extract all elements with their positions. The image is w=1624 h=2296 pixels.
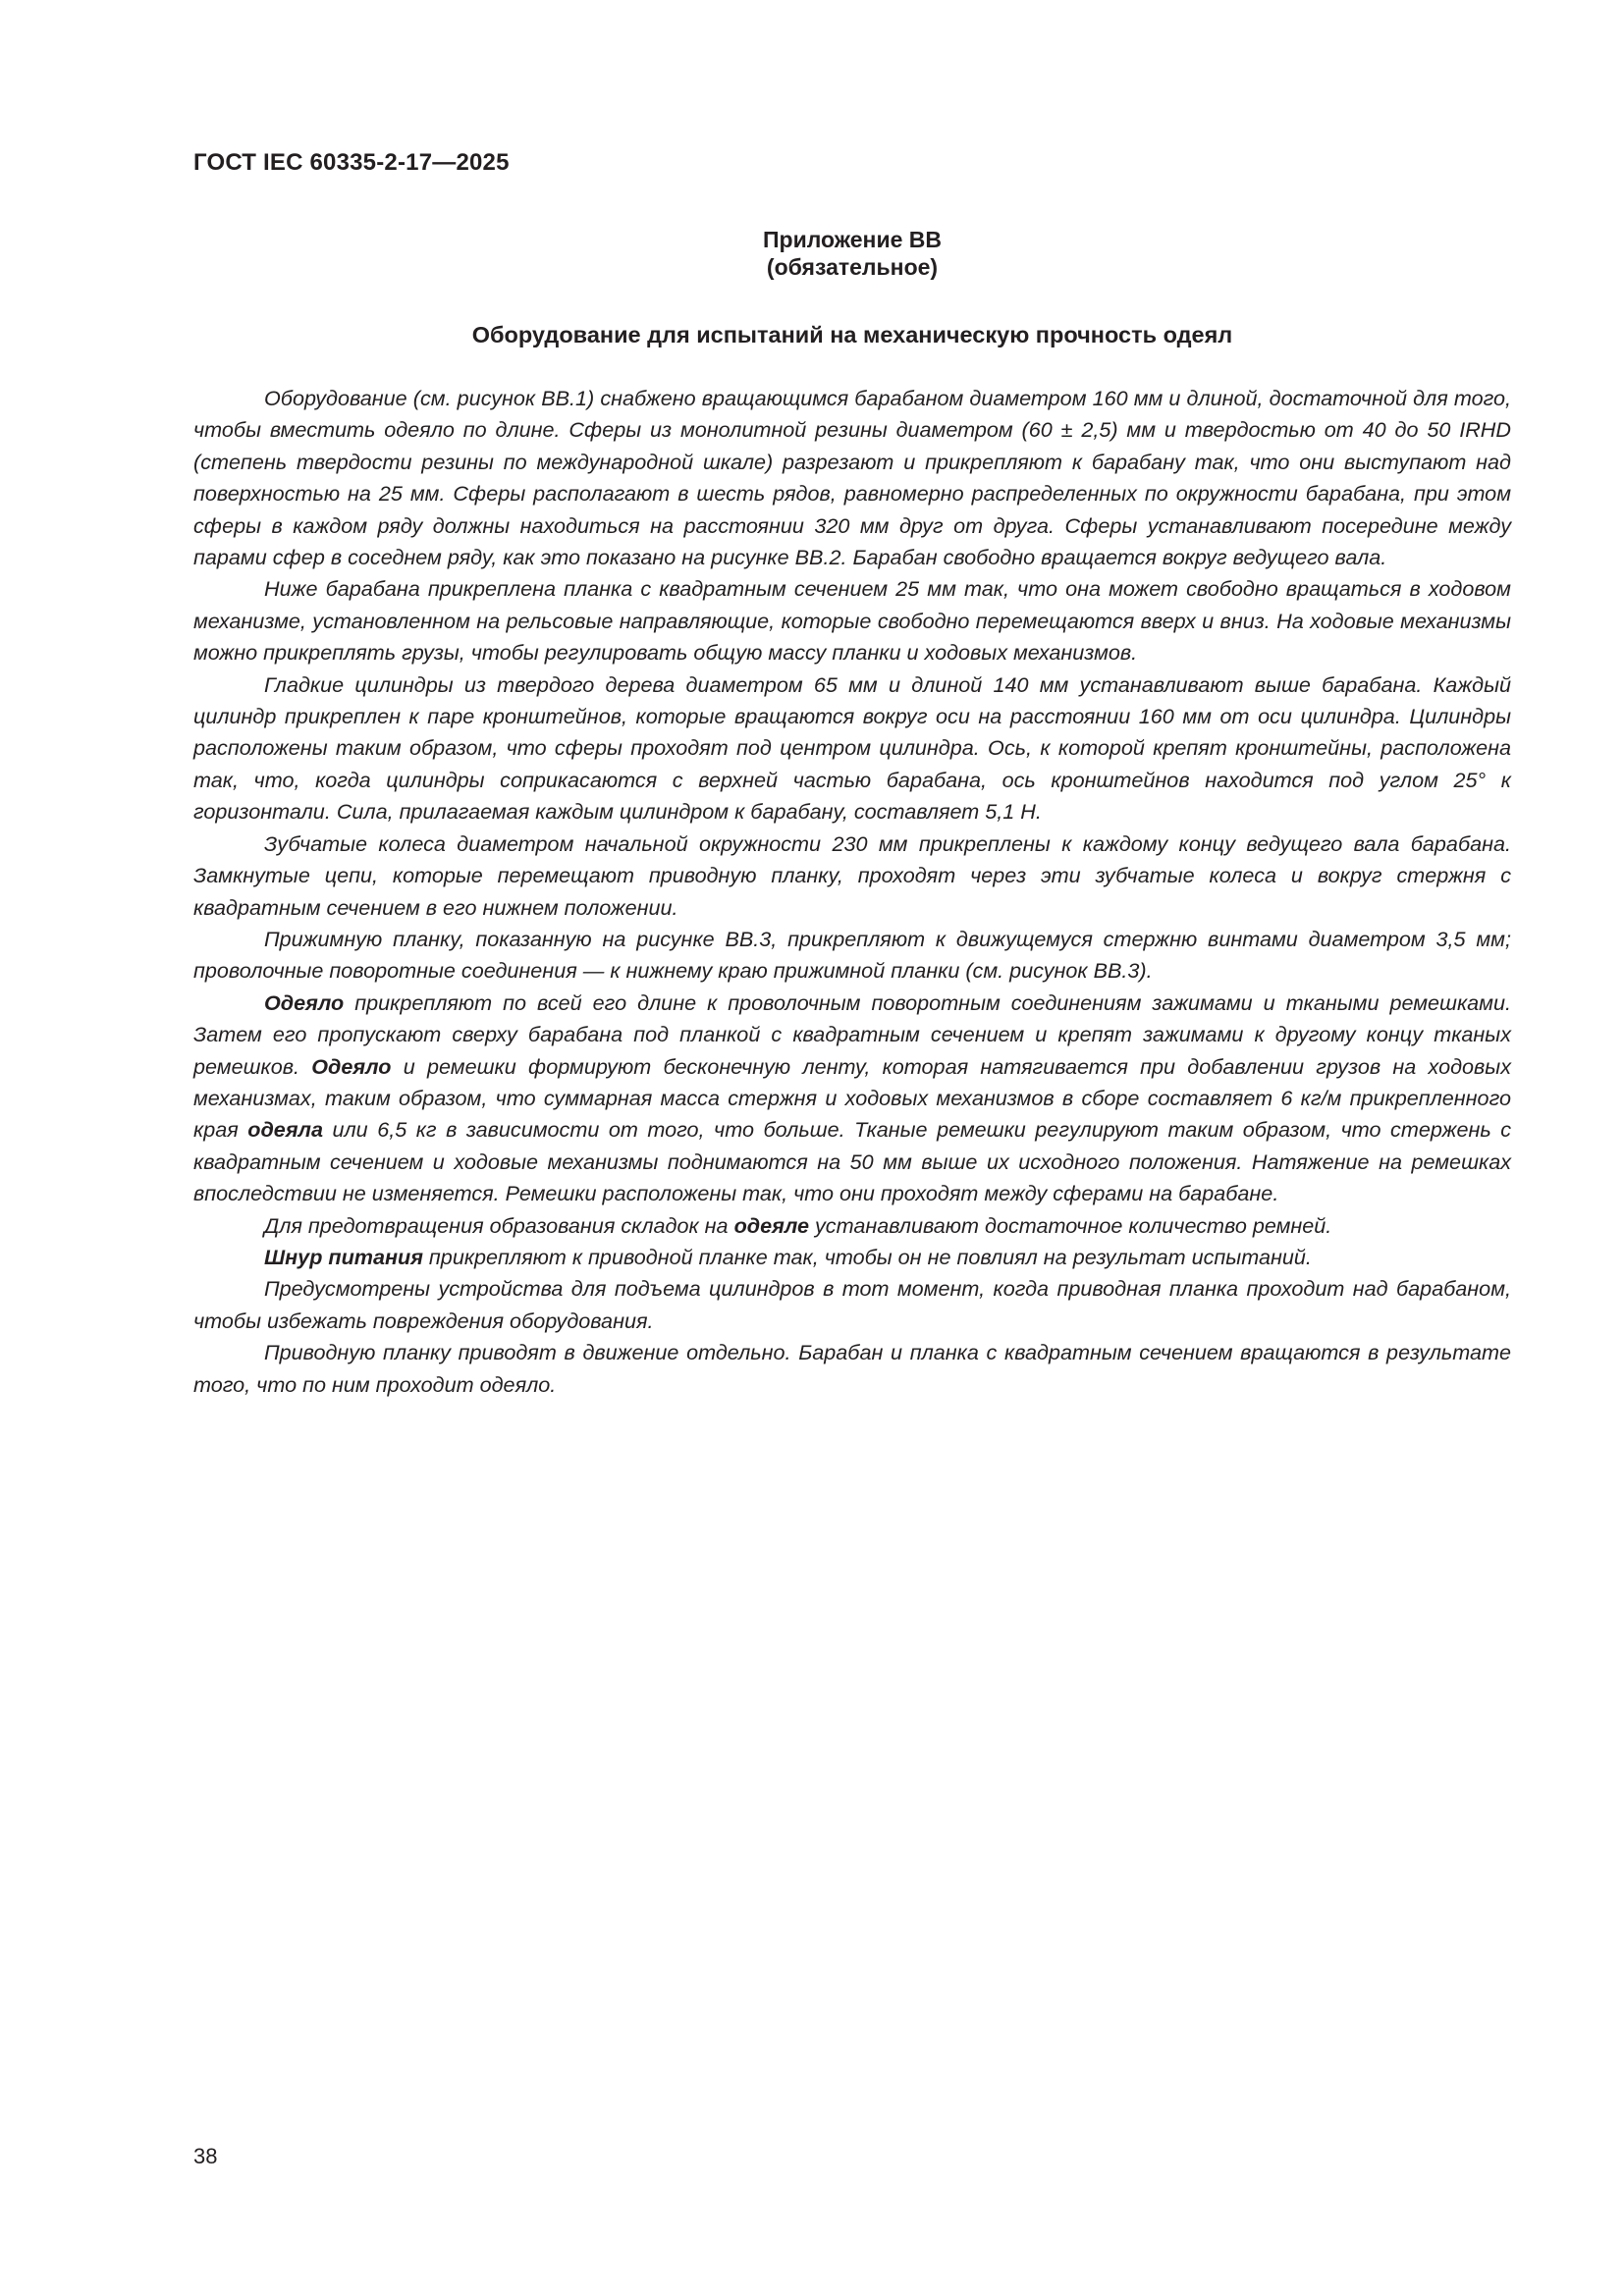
paragraph-text: прикрепляют к приводной планке так, чтобы он не повлиял на результат испытаний. bbox=[422, 1244, 1312, 1269]
paragraph: Ниже барабана прикреплена планка с квадратным сечением 25 мм так, что она может свободно вращаться в ходовом механизме, установленном на рельсовые направляющие, которые свободно перемещаются вверх и вниз. На ходовые механизмы можно прикреплять грузы, чтобы регулировать общую массу планки и ходовых механизмов. bbox=[193, 576, 1511, 666]
annex-status: (обязательное) bbox=[766, 254, 939, 280]
annex-body bbox=[193, 383, 1511, 1401]
term-blanket: Одеяло bbox=[311, 1053, 392, 1079]
standard-header: ГОСТ IEC 60335-2-17—2025 bbox=[193, 149, 510, 176]
paragraph-text: устанавливают достаточное количество ремней. bbox=[809, 1212, 1332, 1238]
paragraph: Зубчатые колеса диаметром начальной окружности 230 мм прикреплены к каждому концу ведущего вала барабана. Замкнутые цепи, которые перемещают приводную планку, проходят через эти зубчатые колеса и вокруг стержня с квадратным сечением в его нижнем положении. bbox=[193, 830, 1511, 920]
paragraph: Предусмотрены устройства для подъема цилиндров в тот момент, когда приводная планка проходит над барабаном, чтобы избежать повреждения оборудования. bbox=[193, 1276, 1511, 1333]
paragraph-text: прикрепляют по всей его длине к проволочным поворотным соединениям зажимами и ткаными ремешками. Затем его пропускают сверху барабана под планкой с квадратным сечением и крепят зажимами к другому концу тканых ремешков. bbox=[193, 989, 1511, 1079]
paragraph: Приводную планку приводят в движение отдельно. Барабан и планка с квадратным сечением вращаются в результате того, что по ним проходит одеяло. bbox=[193, 1340, 1511, 1397]
paragraph-text: или 6,5 кг в зависимости от того, что больше. Тканые ремешки регулируют таким образом, что стержень с квадратным сечением и ходовые механизмы поднимаются на 50 мм выше их исходного положения. Натяжение на ремешках впоследствии не изменяется. Ремешки расположены так, что они проходят между сферами на барабане. bbox=[193, 1117, 1512, 1206]
paragraph bbox=[193, 1242, 1511, 1273]
page-number: 38 bbox=[193, 2144, 218, 2168]
paragraph: Прижимную планку, показанную на рисунке ВВ.3, прикрепляют к движущемуся стержню винтами диаметром 3,5 мм; проволочные поворотные соединения — к нижнему краю прижимной планки (см. рисунок ВВ.3). bbox=[193, 926, 1511, 984]
annex-label: Приложение ВВ bbox=[762, 227, 942, 252]
annex-heading bbox=[193, 226, 1511, 281]
paragraph bbox=[193, 988, 1511, 1210]
paragraph: Гладкие цилиндры из твердого дерева диаметром 65 мм и длиной 140 мм устанавливают выше барабана. Каждый цилиндр прикреплен к паре кронштейнов, которые вращаются вокруг оси на расстоянии 160 мм от оси цилиндра. Цилиндры расположены таким образом, что сферы проходят под центром цилиндра. Ось, к которой крепят кронштейны, расположена так, что, когда цилиндры соприкасаются с верхней частью барабана, ось кронштейнов находится под углом 25° к горизонтали. Сила, прилагаемая каждым цилиндром к барабану, составляет 5,1 Н. bbox=[193, 671, 1511, 825]
annex-title: Оборудование для испытаний на механическую прочность одеял bbox=[471, 322, 1233, 347]
term-blanket: одеяла bbox=[247, 1117, 323, 1143]
paragraph bbox=[193, 1210, 1511, 1242]
term-blanket: одеяле bbox=[733, 1212, 809, 1238]
term-blanket: Одеяло bbox=[264, 989, 345, 1015]
paragraph: Оборудование (см. рисунок ВВ.1) снабжено вращающимся барабаном диаметром 160 мм и длиной, достаточной для того, чтобы вместить одеяло по длине. Сферы из монолитной резины диаметром (60 ± 2,5) мм и твердостью от 40 до 50 IRHD (степень твердости резины по международной шкале) разрезают и прикрепляют к барабану так, что они выступают над поверхностью на 25 мм. Сферы располагают в шесть рядов, равномерно распределенных по окружности барабана, при этом сферы в каждом ряду должны находиться на расстоянии 320 мм друг от друга. Сферы устанавливают посередине между парами сфер в соседнем ряду, как это показано на рисунке ВВ.2. Барабан свободно вращается вокруг ведущего вала. bbox=[193, 386, 1511, 570]
paragraph-text: Для предотвращения образования складок на bbox=[264, 1212, 734, 1238]
paragraph-text: и ремешки формируют бесконечную ленту, которая натягивается при добавлении грузов на ходовых механизмах, таким образом, что суммарная масса стержня и ходовых механизмов в сборе составляет 6 кг/м прикрепленного края bbox=[193, 1053, 1511, 1143]
term-power-cord: Шнур питания bbox=[264, 1244, 423, 1269]
